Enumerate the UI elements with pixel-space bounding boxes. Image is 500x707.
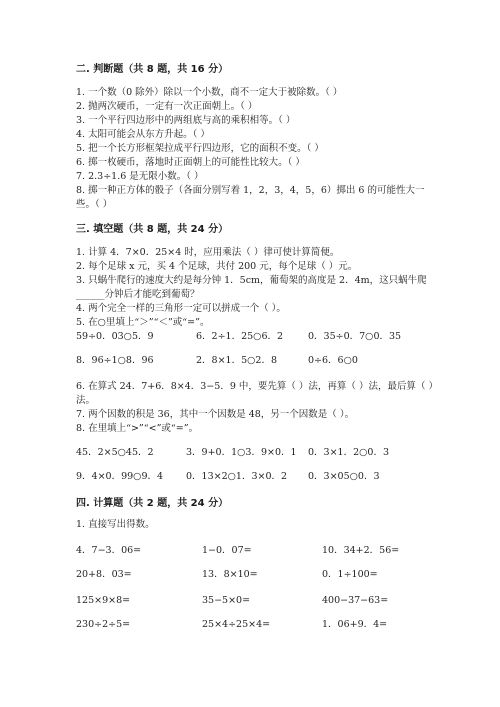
compare-cell: 0．3×05○0．3 (308, 471, 380, 482)
calc-cell: 400−37−63= (322, 595, 389, 606)
question-item: 1. 计算 4．7×0．25×4 时，应用乘法（ ）律可使计算简便。 (76, 247, 340, 258)
compare-cell: 59÷0．03○5．9 (76, 331, 154, 342)
compare-cell: 8．96÷1○8．96 (76, 355, 154, 366)
question-item: 5. 把一个长方形框架拉成平行四边形，它的面积不变。（ ） (76, 143, 324, 154)
question-item: 2. 抛两次硬币，一定有一次正面朝上。（ ） (76, 101, 258, 112)
question-item: 6. 掷一枚硬币，落地时正面朝上的可能性比较大。（ ） (76, 157, 305, 168)
question-item: 4. 太阳可能会从东方升起。（ ） (76, 129, 210, 140)
calc-cell: 13．8×10= (202, 569, 258, 580)
compare-cell: 45．2×5○45．2 (76, 447, 154, 458)
compare-cell: 0．13×2○1．3×0．2 (186, 471, 288, 482)
question-item: 5. 在○里填上“＞”“＜”或“=”。 (76, 317, 210, 328)
calc-cell: 1．06+9．4= (322, 619, 388, 630)
calc-cell: 0．1÷100= (322, 569, 378, 580)
question-item: 3. 只蜗牛爬行的速度大约是每分钟 1．5cm，葡萄架的高度是 2．4m，这只蜗牛爬______分钟后才能吃到葡萄？ (76, 275, 427, 300)
question-item: 7. 2.3÷1.6 是无限小数。（ ） (76, 171, 204, 182)
question-item: 8. 掷一种正方体的骰子（各面分别写着 1，2，3，4，5，6）掷出 6 的可能性大一些。（ ） (76, 185, 425, 210)
section-heading-judgement: 二. 判断题（共 8 题，共 16 分） (76, 64, 229, 75)
question-item: 2. 每个足球 x 元，买 4 个足球，共付 200 元，每个足球（ ）元。 (76, 261, 358, 272)
question-item: 1. 一个数（0 除外）除以一个小数，商不一定大于被除数。（ ） (76, 87, 343, 98)
calc-cell: 125×9×8= (76, 595, 131, 606)
calc-cell: 20+8．03= (76, 569, 132, 580)
section-heading-calculation: 四. 计算题（共 2 题，共 24 分） (76, 498, 229, 509)
question-item: 7. 两个因数的积是 36，其中一个因数是 48，另一个因数是（ ）。 (76, 409, 355, 420)
calc-cell: 1−0．07= (202, 545, 252, 556)
compare-cell: 0．35÷0．7○0．35 (308, 331, 402, 342)
section-heading-fill-in: 三. 填空题（共 8 题，共 24 分） (76, 224, 229, 235)
compare-cell: 6．2÷1．25○6．2 (196, 331, 284, 342)
calc-cell: 25×4÷25×4= (202, 619, 271, 630)
compare-cell: 3．9+0．1○3．9×0．1 (186, 447, 297, 458)
question-item: 3. 一个平行四边形中的两组底与高的乘积相等。（ ） (76, 115, 296, 126)
calc-cell: 35−5×0= (202, 595, 251, 606)
compare-cell: 9．4×0．99○9．4 (76, 471, 164, 482)
question-item: 4. 两个完全一样的三角形一定可以拼成一个（ ）。 (76, 303, 286, 314)
compare-cell: 0÷6．6○0 (308, 355, 358, 366)
calc-cell: 10．34+2．56= (322, 545, 400, 556)
question-item: 6. 在算式 24．7+6．8×4．3−5．9 中，要先算（ ）法，再算（ ）法，最后算（ ）法。 (76, 381, 434, 406)
calc-cell: 4．7−3．06= (76, 545, 142, 556)
compare-cell: 2．8×1．5○2．8 (196, 355, 278, 366)
compare-cell: 0．3×1．2○0．3 (308, 447, 390, 458)
calc-cell: 230÷2÷5= (76, 619, 131, 630)
question-item: 1. 直接写出得数。 (76, 519, 155, 530)
question-item: 8. 在里填上“>”“<”或“=”。 (76, 423, 199, 434)
